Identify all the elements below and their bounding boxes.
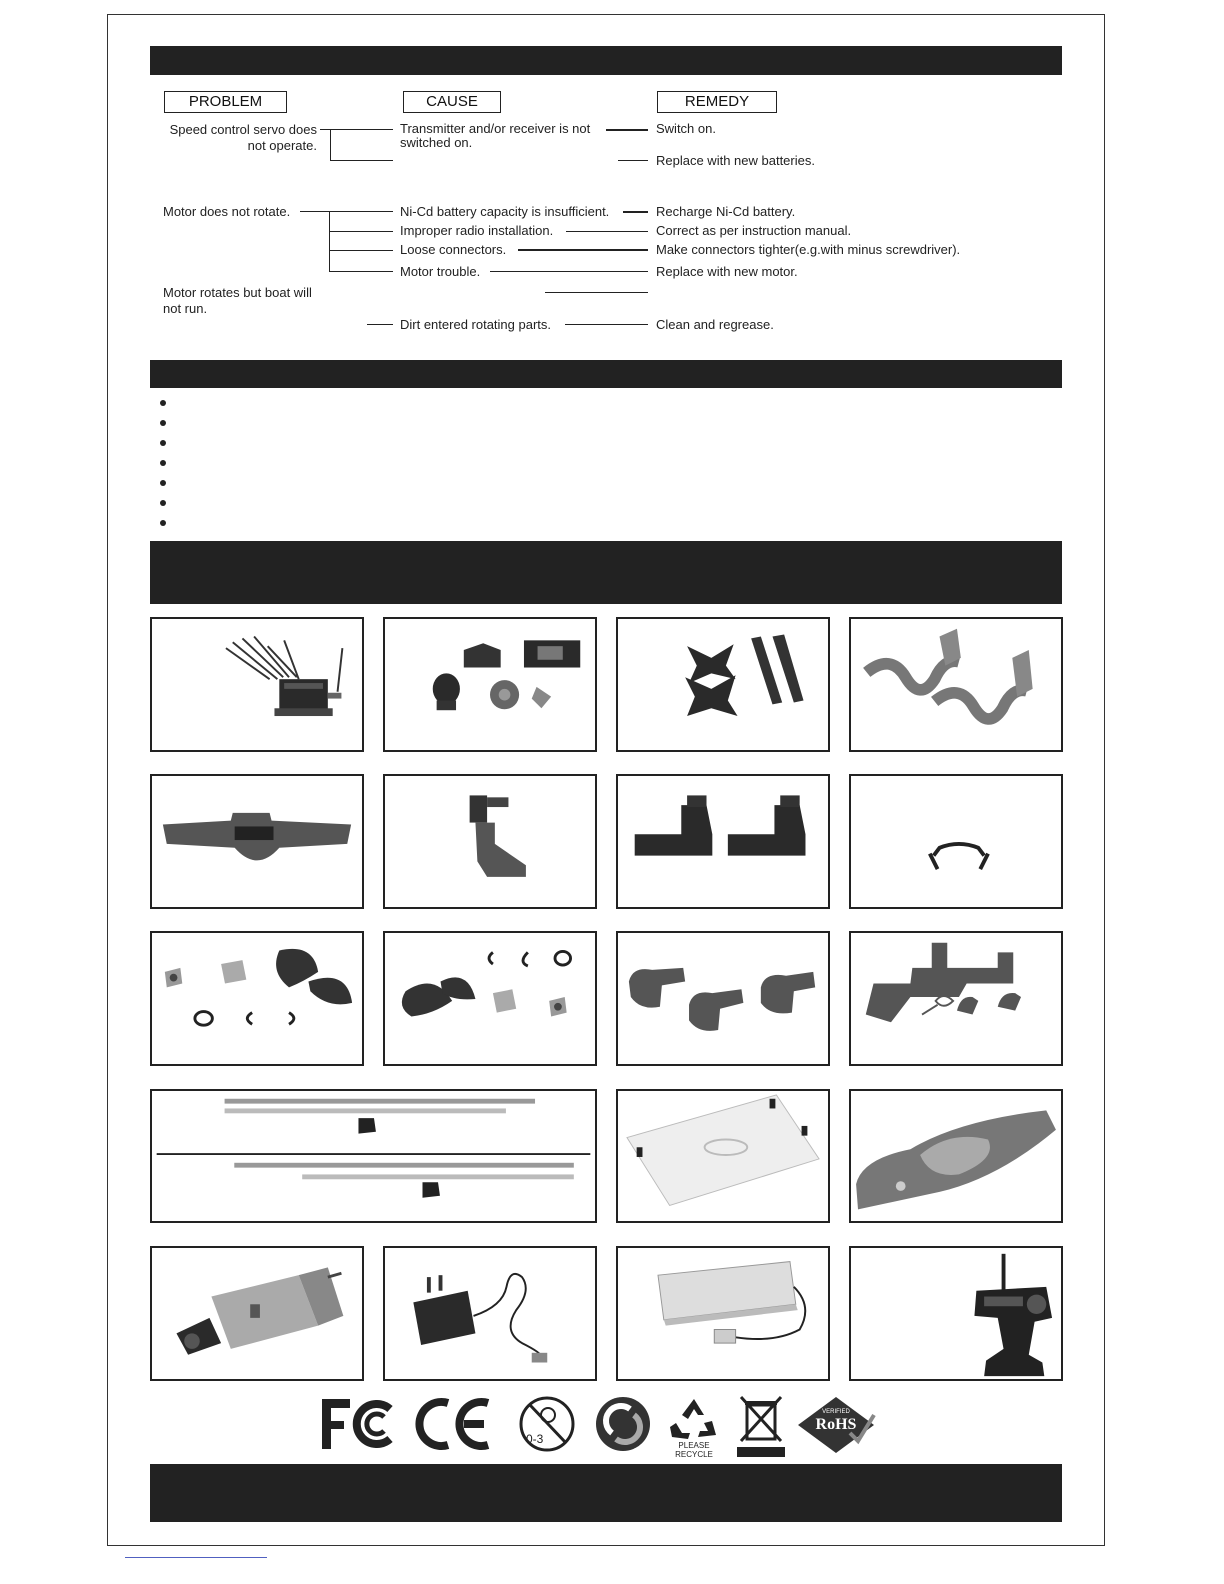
remedy-recharge: Recharge Ni-Cd battery.: [656, 204, 796, 219]
problem-boat-line1: Motor rotates but boat will: [163, 285, 312, 300]
cause-header: CAUSE: [403, 91, 501, 113]
weee-bin-logo: [737, 1395, 785, 1457]
recycle-text-line2: RECYCLE: [675, 1450, 713, 1459]
connector-line: [618, 160, 648, 161]
part-rudder-plate: [150, 774, 364, 909]
remedy-clean: Clean and regrease.: [656, 317, 774, 332]
remedy-new-motor: Replace with new motor.: [656, 264, 798, 279]
remedy-correct: Correct as per instruction manual.: [656, 223, 852, 238]
green-dot-logo: [594, 1395, 652, 1453]
part-motor-mount-parts: [383, 617, 597, 752]
connector-line: [329, 211, 330, 271]
problem-servo-line2: not operate.: [247, 138, 317, 153]
cause-motor: Motor trouble.: [400, 264, 481, 279]
section-bar-troubleshooting: [150, 46, 1062, 75]
fc-logo: [320, 1395, 396, 1453]
part-propeller-set-b: [383, 931, 597, 1066]
remedy-tighten: Make connectors tighter(e.g.with minus screwdriver).: [656, 242, 961, 257]
bullet-point: [160, 420, 166, 426]
cause-radio: Improper radio installation.: [400, 223, 554, 238]
part-bracket-and-strips: [616, 617, 830, 752]
part-propeller-set-a: [150, 931, 364, 1066]
connector-line: [330, 129, 393, 130]
connector-line: [606, 129, 648, 131]
connector-line: [330, 129, 331, 160]
part-deck-cover: [616, 1089, 830, 1223]
part-hull-clips: [849, 617, 1063, 752]
part-charger: [383, 1246, 597, 1381]
problem-servo-line1: Speed control servo does: [169, 122, 317, 137]
section-bar-notes: [150, 360, 1062, 388]
cause-connectors: Loose connectors.: [400, 242, 507, 257]
part-handle: [849, 774, 1063, 909]
problem-header: PROBLEM: [164, 91, 287, 113]
part-servo-mounts: [616, 774, 830, 909]
age-warning-logo: [518, 1395, 576, 1453]
bullet-point: [160, 520, 166, 526]
rohs-text: RoHS: [815, 1416, 857, 1433]
part-receiver-board: [150, 617, 364, 752]
problem-motor: Motor does not rotate.: [163, 204, 291, 219]
cause-power-line1: Transmitter and/or receiver is not: [400, 121, 591, 136]
connector-line: [320, 129, 330, 130]
part-rudder: [383, 774, 597, 909]
connector-line: [329, 271, 393, 272]
connector-line: [490, 271, 648, 272]
bullet-point: [160, 440, 166, 446]
connector-line: [566, 231, 648, 232]
connector-line: [300, 211, 393, 212]
section-bar-parts: [150, 541, 1062, 604]
bullet-point: [160, 500, 166, 506]
remedy-batteries: Replace with new batteries.: [656, 153, 815, 168]
part-motor: [150, 1246, 364, 1381]
rohs-logo: [796, 1395, 876, 1455]
part-drive-shafts: [150, 1089, 597, 1223]
part-support-frame: [849, 931, 1063, 1066]
remedy-header: REMEDY: [657, 91, 777, 113]
cause-battery: Ni-Cd battery capacity is insufficient.: [400, 204, 610, 219]
rohs-verified-text: VERIFIED: [822, 1409, 850, 1415]
cause-dirt: Dirt entered rotating parts.: [400, 317, 552, 332]
part-transmitter: [849, 1246, 1063, 1381]
cause-power-line2: switched on.: [400, 135, 473, 150]
connector-line: [367, 324, 393, 325]
connector-line: [623, 211, 648, 213]
part-battery-pack: [616, 1246, 830, 1381]
bullet-point: [160, 400, 166, 406]
connector-line: [329, 231, 393, 232]
remedy-switch: Switch on.: [656, 121, 716, 136]
connector-line: [545, 292, 648, 293]
recycle-text-line1: PLEASE: [678, 1441, 710, 1450]
bullet-point: [160, 460, 166, 466]
footer-link-underline: [125, 1557, 267, 1558]
connector-line: [330, 160, 393, 161]
age-warning-text: 0-3: [526, 1432, 544, 1446]
connector-line: [565, 324, 648, 325]
part-shaft-holders: [616, 931, 830, 1066]
part-boat-hull: [849, 1089, 1063, 1223]
ce-logo: [414, 1395, 494, 1453]
connector-line: [518, 249, 648, 251]
section-bar-footer: [150, 1464, 1062, 1522]
problem-boat-line2: not run.: [163, 301, 208, 316]
bullet-point: [160, 480, 166, 486]
connector-line: [329, 250, 393, 251]
recycle-logo: [668, 1395, 720, 1459]
